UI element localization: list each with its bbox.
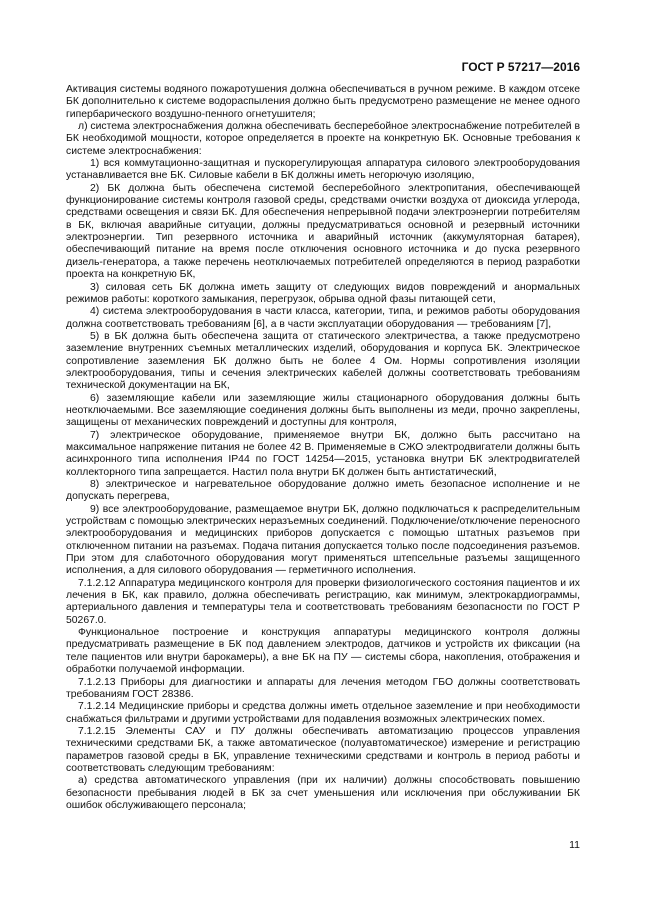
page-number: 11 (569, 839, 580, 851)
paragraph: 7.1.2.12 Аппаратура медицинского контроля для проверки физиологического состояния пациентов и их лечения в БК, как правило, должна обеспечивать регистрацию, как минимум, электрокардиограммы, артериального давления и температуры тела и соответствовать требованиям безопасности по ГОСТ Р 50267.0. (66, 577, 580, 626)
paragraph: 7) электрическое оборудование, применяемое внутри БК, должно быть рассчитано на максимальное напряжение питания не более 42 В. Применяемые в СЖО электродвигатели должны быть асинхронного типа исполнения IP44 по ГОСТ 14254—2015, установка внутри БК электродвигателей коллекторного типа запрещается. Настил пола внутри БК должен быть антистатический, (66, 429, 580, 478)
paragraph: Функциональное построение и конструкция аппаратуры медицинского контроля должны предусматривать размещение в БК под давлением электродов, датчиков и устройств их фиксации (на теле пациентов или внутри барокамеры), а вне БК на ПУ — системы сбора, накопления, отображения и обработки получаемой информации. (66, 627, 580, 676)
paragraph: 7.1.2.14 Медицинские приборы и средства должны иметь отдельное заземление и при необходимости снабжаться фильтрами и другими устройствами для подавления возможных электрических помех. (66, 701, 580, 725)
paragraph: 3) силовая сеть БК должна иметь защиту от следующих видов повреждений и анормальных режимов работы: короткого замыкания, перегрузок, обрыва одной фазы питающей сети, (66, 281, 580, 305)
paragraph: 2) БК должна быть обеспечена системой бесперебойного электропитания, обеспечивающей функционирование системы контроля газовой среды, средствами очистки воздуха от диоксида углерода, средствами освещения и связи БК. Для обеспечения непрерывной подачи электроэнергии потребителям в БК, включая аварийные ситуации, должны предусматриваться основной и резервный источники электроэнергии. Тип резервного источника и аварийный источник (аккумуляторная батарея), обеспечивающий питание на время после отключения основного источника и до пуска резервного дизель-генератора, а также перечень неотключаемых потребителей определяются в период разработки проекта на конкретную БК, (66, 182, 580, 281)
paragraph: 7.1.2.13 Приборы для диагностики и аппараты для лечения методом ГБО должны соответствовать требованиям ГОСТ 28386. (66, 676, 580, 700)
document-body (66, 84, 580, 812)
paragraph: а) средства автоматического управления (при их наличии) должны способствовать повышению безопасности пребывания людей в БК за счет уменьшения или исключения при обслуживании БК ошибок обслуживающего персонала; (66, 775, 580, 811)
document-header: ГОСТ Р 57217—2016 (461, 60, 580, 74)
paragraph: 1) вся коммутационно-защитная и пускорегулирующая аппаратура силового электрооборудования устанавливается вне БК. Силовые кабели в БК должны иметь негорючую изоляцию, (66, 158, 580, 182)
paragraph: Активация системы водяного пожаротушения должна обеспечиваться в ручном режиме. В каждом отсеке БК дополнительно к системе водораспыления должно быть предусмотрено размещение не менее одного гипербарического воздушно-пенного огнетушителя; (66, 84, 580, 120)
paragraph: 6) заземляющие кабели или заземляющие жилы стационарного оборудования должны быть неотключаемыми. Все заземляющие соединения должны быть выполнены из меди, прочно закреплены, защищены от механических повреждений и доступны для контроля, (66, 392, 580, 429)
paragraph: 5) в БК должна быть обеспечена защита от статического электричества, а также предусмотрено заземление внутренних съемных металлических изделий, оборудования и корпуса БК. Электрическое сопротивление заземления БК должно быть не более 4 Ом. Нормы сопротивления изоляции электрооборудования, типы и сечения электрических кабелей должны соответствовать требованиям технической документации на БК, (66, 330, 580, 392)
paragraph: л) система электроснабжения должна обеспечивать бесперебойное электроснабжение потребителей в БК необходимой мощности, которое определяется в проекте на конкретную БК. Основные требования к системе электроснабжения: (66, 121, 580, 157)
paragraph: 9) все электрооборудование, размещаемое внутри БК, должно подключаться к распределительным устройствам с помощью электрических неразъемных соединений. Подключение/отключение переносного электрооборудования и медицинских приборов допускается с помощью штатных разъемов при отключенном питании на разъемах. Подача питания допускается только после подсоединения разъемов. При этом для слаботочного оборудования могут применяться штепсельные разъемы защищенного исполнения, а для силового оборудования — герметичного исполнения. (66, 503, 580, 577)
paragraph: 7.1.2.15 Элементы САУ и ПУ должны обеспечивать автоматизацию процессов управления техническими средствами БК, а также автоматическое (полуавтоматическое) измерение и регистрацию параметров газовой среды в БК, управление техническими средствами и контроль в период работы и соответствовать следующим требованиям: (66, 725, 580, 774)
paragraph: 4) система электрооборудования в части класса, категории, типа, и режимов работы оборудования должна соответствовать требованиям [6], а в части эксплуатации оборудования — требованиям [7], (66, 306, 580, 330)
paragraph: 8) электрическое и нагревательное оборудование должно иметь безопасное исполнение и не допускать перегрева, (66, 479, 580, 503)
